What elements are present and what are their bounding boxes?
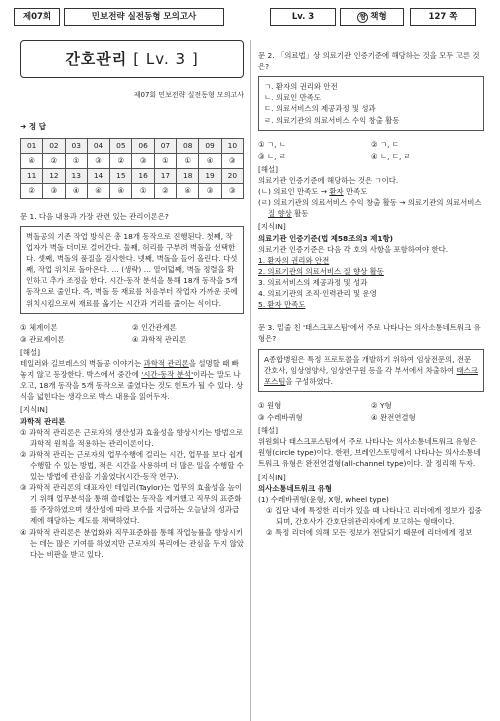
answers-heading: ➜ 정 답	[20, 121, 46, 131]
left-column	[20, 40, 244, 721]
q2-exp-tag: [해설]	[258, 164, 279, 174]
q3-section: 의사소통네트워크 유형	[258, 483, 332, 493]
q1-option-3[interactable]: ③ 관료제이론	[20, 334, 65, 344]
header-level: Lv. 3	[270, 8, 336, 26]
q3-option-1[interactable]: ① 원형	[258, 400, 282, 410]
table-row: 01 02 03 04 05 06 07 08 09 10	[21, 138, 244, 153]
list-item: ② 특정 리더에 의해 모든 정보가 전달되기 때문에 리더에게 정보	[266, 528, 473, 538]
title-box	[20, 40, 244, 78]
header-type-label: 책형	[370, 11, 387, 22]
list-item: ② 과학적 관리는 근로자의 업무수행에 걸리는 시간, 업무를 보다 쉽게 수행할 수 있는 방법, 적은 시간을 사용하며 더 많은 일을 수행할 수 있는 방법에 관심을 기울였다(시간-동작 연구).	[20, 449, 244, 482]
q1-box: 벽돌공의 기존 작업 방식은 총 18개 동작으로 진행된다. 첫째, 작업자가 벽돌 더미로 걸어간다. 둘째, 허리를 구부려 벽돌을 선택한다. 셋째, 벽돌의 품질을 검사한다. 넷째, 벽돌을 들어 올린다. 다섯째, 작업 위치로 돌아온다. … (생략) … 열여덟째, 벽돌 정렬을 확인하고 추가 조정을 한다. 시간-동작 분석을 통해 18개 동작을 5개 동작으로 줄인다. 즉, 벽돌 등 재료를 처음부터 작업자 가까운 곳에 위치시킴으로써 재료를 옮기는 시간과 거리를 줄이는 식이다.	[20, 226, 244, 314]
question-1	[20, 211, 244, 560]
list-item: 2. 의료기관의 의료서비스 질 향상 활동	[258, 266, 384, 276]
list-item: (1) 수레바퀴형(윤형, X형, wheel type)	[258, 494, 389, 504]
q3-options	[258, 400, 484, 423]
question-2	[258, 50, 484, 310]
q3-explanation: 위원회나 태스크포스팀에서 주로 나타나는 의사소통네트워크 유형은 원형(circle type)이다. 한편, 브레인스토밍에서 나타나는 의사소통네트워크 유형은 완전연결형(all-channel type)이다. 잘 정리해 두자.	[258, 437, 481, 469]
q3-option-2[interactable]: ② Y형	[371, 400, 392, 410]
q3-exp-tag: [해설]	[258, 426, 279, 436]
header-exam: 민보전략 실전동형 모의고사	[64, 8, 224, 26]
q1-option-4[interactable]: ④ 과학적 관리론	[132, 334, 187, 344]
table-row: ④ ② ① ③ ② ③ ① ① ④ ③	[21, 153, 244, 168]
list-item: ㄴ. 의료인 만족도	[264, 93, 322, 103]
q1-ref: [지식IN]	[20, 405, 48, 415]
q2-exp-3: (ㄹ) 의료기관의 의료서비스 수익 창출 활동 → 의료기관의 의료서비스 질 향상 활동	[258, 198, 482, 219]
right-column	[258, 40, 484, 721]
list-item: ③ 과학적 관리론의 대표자인 테일러(Taylor)는 업무의 효율성을 높이기 위해 업무분석을 통해 쓸데없는 동작을 제거했고 직무의 표준화를 주장하였으며 생산성에 따라 보수를 지급하는 오늘날의 성과급제에 해당하는 제도를 채택하였다.	[20, 483, 242, 526]
answers-table	[20, 138, 244, 199]
q1-section: 과학적 관리론	[20, 416, 66, 426]
list-item: ④ 과학적 관리론은 분업화와 직무표준화를 통해 작업능률을 향상시키는 데는 많은 기여를 하였지만 근로자의 복리에는 관심을 두지 않았다는 비판을 받고 있다.	[20, 527, 244, 559]
q3-stem: 문 3. 밑줄 친 '태스크포스팀'에서 주로 나타나는 의사소통네트워크 유형은?	[258, 323, 481, 344]
column-divider	[250, 40, 251, 721]
question-3	[258, 322, 484, 538]
list-item: ㄱ. 환자의 권리와 안전	[264, 82, 338, 92]
q1-options	[20, 322, 244, 345]
table-row: 11 12 13 14 15 16 17 18 19 20	[21, 168, 244, 183]
q2-option-1[interactable]: ① ㄱ, ㄴ	[258, 139, 286, 149]
q1-stem: 문 1. 다음 내용과 가장 관련 있는 관리이론은?	[20, 211, 169, 221]
q2-box	[258, 76, 484, 130]
q3-option-3[interactable]: ③ 수레바퀴형	[258, 412, 303, 422]
header-type	[340, 8, 404, 26]
title-main: 간호관리	[65, 49, 128, 68]
list-item: 1. 환자의 권리와 안전	[258, 255, 330, 265]
q2-exp-2: (ㄴ) 의료인 만족도 → 환자 만족도	[258, 187, 368, 197]
q2-section: 의료기관 인증기준(법 제58조의3 제1항)	[258, 233, 393, 243]
list-item: ① 집단 내에 특정한 리더가 있을 때 나타나고 리더에게 정보가 집중되며, 간호사가 간호단위관리자에게 보고하는 형태이다.	[266, 505, 482, 526]
q2-option-2[interactable]: ② ㄱ, ㄷ	[371, 139, 399, 149]
q2-ref: [지식IN]	[258, 222, 286, 232]
q1-option-1[interactable]: ① 체계이론	[20, 322, 58, 332]
header-round: 제07회	[14, 8, 60, 26]
q3-box: A종합병원은 특정 프로토콜을 개발하기 위하여 임상전문의, 전문간호사, 임상영양사, 임상연구원 등을 각 부서에서 차출하여 태스크포스팀을 구성하였다.	[258, 349, 484, 392]
q1-exp-tag: [해설]	[20, 347, 41, 357]
q2-options	[258, 139, 484, 162]
page-header	[14, 8, 486, 26]
q2-option-3[interactable]: ③ ㄴ, ㄹ	[258, 151, 286, 161]
q3-ref: [지식IN]	[258, 472, 286, 482]
list-item: ① 과학적 관리론은 근로자의 생산성과 효율성을 향상시키는 방법으로 과학적 원칙을 적용하는 관리이론이다.	[20, 427, 243, 448]
list-item: 5. 환자 만족도	[258, 300, 306, 310]
q1-explanation: 테일러와 길브레스의 벽돌공 이야기는 과학적 관리론을 설명할 때 빠놓지 않고 등장한다. 박스에서 중간에 '시간-동작 분석'이라는 말도 나오고, 18개 동작을 5개 동작으로 줄였다는 것도 힌트가 될 수 있다. 상식을 넓힌다는 생각으로 박스 내용을 읽어두자.	[20, 358, 244, 402]
list-item: ㄹ. 의료기관의 의료서비스 수익 창출 활동	[264, 115, 400, 125]
q1-option-2[interactable]: ② 인간관계론	[132, 322, 177, 332]
q2-intro: 의료기관 인증기준은 다음 각 호의 사항을 포함하여야 한다.	[258, 244, 449, 254]
q2-stem: 문 2. 「의료법」상 의료기관 인증기준에 해당하는 것을 모두 고른 것은?	[258, 51, 480, 72]
q3-option-4[interactable]: ④ 완전연결형	[371, 412, 416, 422]
list-item: 3. 의료서비스의 제공과정 및 성과	[258, 277, 368, 287]
header-pages: 127 쪽	[410, 8, 476, 26]
type-mark-icon: 짱	[357, 12, 368, 23]
list-item: ㄷ. 의료서비스의 제공과정 및 성과	[264, 104, 376, 114]
list-item: 4. 의료기관의 조직·인력관리 및 운영	[258, 289, 377, 299]
q2-exp-1: 의료기관 인증기준에 해당하는 것은 ㄱ이다.	[258, 175, 399, 185]
q2-option-4[interactable]: ④ ㄴ, ㄷ, ㄹ	[371, 151, 411, 161]
subtitle: 제07회 민보전략 실전동형 모의고사	[133, 91, 244, 99]
table-row: ② ③ ④ ④ ④ ① ② ④ ③ ③	[21, 183, 244, 198]
title-level: [ Lv. 3 ]	[133, 49, 199, 68]
